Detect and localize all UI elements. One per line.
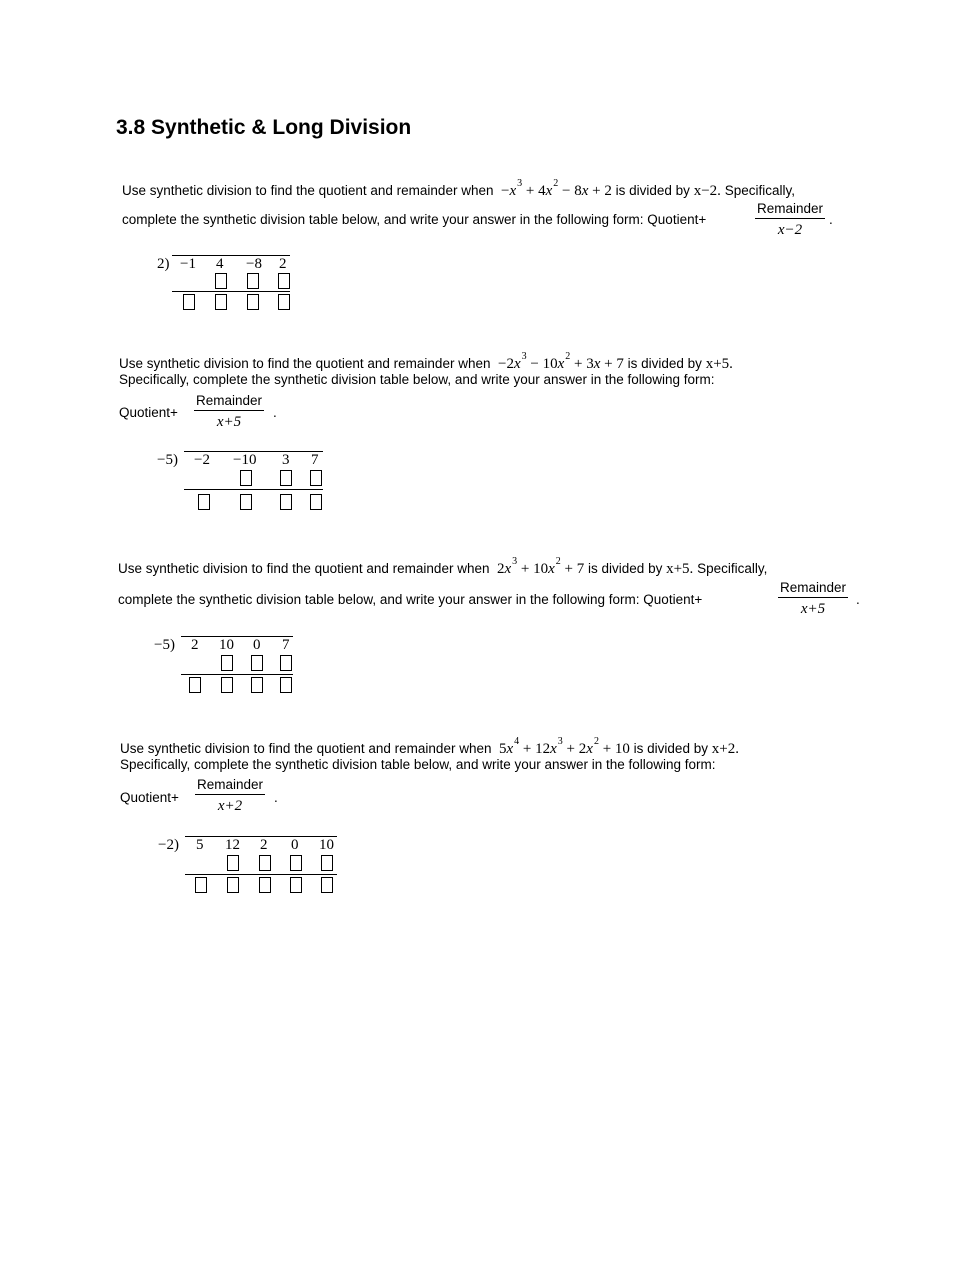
coefficient: 0 — [291, 837, 299, 853]
problem-4-statement: Use synthetic division to find the quotient and remainder when $5x^4 + 12x^3 + 2x^2 + 10$ is divided by x+2. — [120, 736, 739, 757]
problem-4-fraction: Remainder x+2 — [197, 777, 264, 814]
coefficient: 4 — [216, 256, 224, 272]
answer-box[interactable] — [195, 877, 207, 893]
problem-3-statement: Use synthetic division to find the quotient and remainder when $2x^3 + 10x^2 + 7$ is divided by x+5. Specifically, — [118, 556, 768, 577]
answer-box[interactable] — [290, 877, 302, 893]
coefficient: 3 — [282, 452, 290, 468]
answer-box[interactable] — [280, 655, 292, 671]
answer-box[interactable] — [247, 273, 259, 289]
answer-box[interactable] — [221, 655, 233, 671]
answer-box[interactable] — [280, 470, 292, 486]
problem-1-instructions: complete the synthetic division table below, and write your answer in the following form: Quotient+ — [122, 212, 707, 227]
problem-4-instructions: Specifically, complete the synthetic division table below, and write your answer in the following form: — [120, 757, 716, 772]
answer-box[interactable] — [278, 273, 290, 289]
answer-box[interactable] — [183, 294, 195, 310]
coefficient: 2 — [279, 256, 287, 272]
coefficient: 12 — [225, 837, 240, 853]
coefficient: 2 — [191, 637, 199, 653]
coefficient: −10 — [233, 452, 257, 468]
answer-box[interactable] — [215, 273, 227, 289]
problem-2-divisor: x+5. — [705, 356, 733, 372]
answer-box[interactable] — [240, 494, 252, 510]
problem-3-divisor: x+5. — [666, 561, 694, 577]
problem-4-divisor: x+2. — [711, 741, 739, 757]
problem-1-statement: Use synthetic division to find the quotient and remainder when $-x^3 + 4x^2 - 8x + 2$ is divided by x−2. Specifically, — [122, 178, 795, 199]
answer-box[interactable] — [240, 470, 252, 486]
page-title: 3.8 Synthetic & Long Division — [116, 116, 412, 139]
answer-box[interactable] — [251, 677, 263, 693]
answer-box[interactable] — [198, 494, 210, 510]
coefficient: 7 — [311, 452, 319, 468]
answer-box[interactable] — [310, 470, 322, 486]
coefficient: 10 — [319, 837, 334, 853]
coefficient: 2 — [260, 837, 268, 853]
answer-box[interactable] — [247, 294, 259, 310]
answer-box[interactable] — [227, 855, 239, 871]
coefficient: −8 — [246, 256, 262, 272]
problem-1-fraction: Remainder x−2 — [757, 201, 824, 238]
answer-box[interactable] — [189, 677, 201, 693]
problem-3-fraction: Remainder x+5 — [780, 580, 847, 617]
answer-box[interactable] — [280, 494, 292, 510]
problem-3-instructions: complete the synthetic division table below, and write your answer in the following form: Quotient+ — [118, 592, 703, 607]
coefficient: 10 — [219, 637, 234, 653]
problem-2-instructions: Specifically, complete the synthetic division table below, and write your answer in the following form: — [119, 372, 715, 387]
coefficient: 0 — [253, 637, 261, 653]
answer-box[interactable] — [290, 855, 302, 871]
answer-box[interactable] — [321, 855, 333, 871]
problem-2-statement: Use synthetic division to find the quotient and remainder when $-2x^3 - 10x^2 + 3x + 7$ is divided by x+5. — [119, 351, 733, 372]
answer-box[interactable] — [221, 677, 233, 693]
answer-box[interactable] — [251, 655, 263, 671]
answer-box[interactable] — [215, 294, 227, 310]
answer-box[interactable] — [278, 294, 290, 310]
answer-box[interactable] — [310, 494, 322, 510]
answer-box[interactable] — [259, 877, 271, 893]
coefficient: −1 — [180, 256, 196, 272]
coefficient: −2 — [194, 452, 210, 468]
coefficient: 5 — [196, 837, 204, 853]
coefficient: 7 — [282, 637, 290, 653]
answer-box[interactable] — [280, 677, 292, 693]
answer-box[interactable] — [227, 877, 239, 893]
problem-1-divisor: x−2. — [693, 183, 721, 199]
problem-2-fraction: Remainder x+5 — [196, 393, 263, 430]
answer-box[interactable] — [259, 855, 271, 871]
answer-box[interactable] — [321, 877, 333, 893]
